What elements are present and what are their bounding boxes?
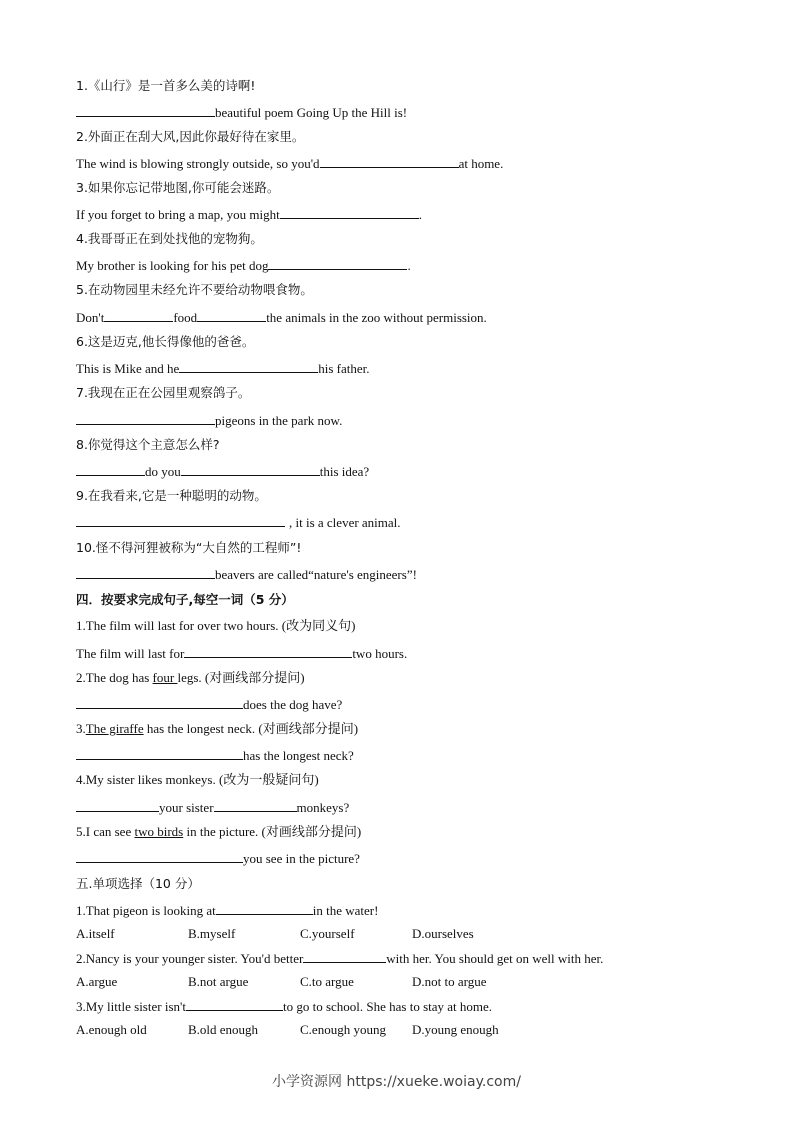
q3-9-english xyxy=(76,514,401,531)
q3-7-text: pigeons in the park now. xyxy=(215,413,343,428)
answer-blank[interactable] xyxy=(186,998,283,1011)
q4-3-text-before: 3. xyxy=(76,721,86,736)
q3-4-english xyxy=(76,257,411,274)
q3-5-english xyxy=(76,309,487,326)
q5-2-text-before: 2.Nancy is your younger sister. You'd better xyxy=(76,951,304,966)
q3-2-text-after: at home. xyxy=(458,156,504,171)
answer-blank[interactable] xyxy=(76,514,285,527)
answer-blank[interactable] xyxy=(181,463,320,476)
q3-6-text-before: This is Mike and he xyxy=(76,361,180,376)
answer-blank[interactable] xyxy=(76,747,243,760)
q4-5-underlined: two birds xyxy=(134,824,184,839)
q3-6-text-after: his father. xyxy=(318,361,370,376)
q3-5-text-before: Don't xyxy=(76,310,105,325)
q5-1-option-b[interactable]: B.myself xyxy=(188,926,236,941)
q3-4-chinese: 4.我哥哥正在到处找他的宠物狗。 xyxy=(76,231,263,246)
q3-1-chinese: 1.《山行》是一首多么美的诗啊! xyxy=(76,78,256,93)
q5-2-option-b[interactable]: B.not argue xyxy=(188,974,249,989)
answer-blank[interactable] xyxy=(76,696,243,709)
q5-1-option-a[interactable]: A.itself xyxy=(76,926,115,941)
q4-4-answer-mid: your sister xyxy=(159,800,214,815)
q3-9-text: , it is a clever animal. xyxy=(289,515,401,530)
q5-2-option-c[interactable]: C.to argue xyxy=(300,974,354,989)
section4-heading: 四．按要求完成句子,每空一词（5 分） xyxy=(76,592,294,607)
q3-8-chinese: 8.你觉得这个主意怎么样? xyxy=(76,437,220,452)
q4-2-text-before: 2.The dog has xyxy=(76,670,153,685)
answer-blank[interactable] xyxy=(76,566,215,579)
q3-7-english xyxy=(76,412,342,429)
q4-2-question xyxy=(76,670,305,686)
q5-1-text-after: in the water! xyxy=(312,903,379,918)
answer-blank[interactable] xyxy=(76,850,243,863)
answer-blank[interactable] xyxy=(214,799,297,812)
answer-blank[interactable] xyxy=(197,309,266,322)
answer-blank[interactable] xyxy=(76,412,215,425)
q5-3-option-a[interactable]: A.enough old xyxy=(76,1022,147,1037)
q4-2-text-after: legs. (对画线部分提问) xyxy=(177,670,305,685)
answer-blank[interactable] xyxy=(303,950,386,963)
footer-watermark: 小学资源网 https://xueke.woiay.com/ xyxy=(272,1074,521,1090)
answer-blank[interactable] xyxy=(76,463,145,476)
q5-3-text-before: 3.My little sister isn't xyxy=(76,999,186,1014)
section5-heading: 五.单项选择（10 分） xyxy=(76,876,200,891)
q3-8-text-mid: do you xyxy=(145,464,181,479)
q3-10-chinese: 10.怪不得河狸被称为“大自然的工程师”! xyxy=(76,540,302,555)
q4-4-question xyxy=(76,772,319,788)
q5-1-question xyxy=(76,902,378,919)
q3-4-text-after: . xyxy=(407,258,411,273)
answer-blank[interactable] xyxy=(76,104,215,117)
answer-blank[interactable] xyxy=(320,155,459,168)
q3-1-text: beautiful poem Going Up the Hill is! xyxy=(215,105,408,120)
answer-blank[interactable] xyxy=(179,360,318,373)
q5-1-option-c[interactable]: C.yourself xyxy=(300,926,355,941)
q4-4-text: 4.My sister likes monkeys. (改为一般疑问句) xyxy=(76,772,319,787)
answer-blank[interactable] xyxy=(280,206,419,219)
q3-6-english xyxy=(76,360,370,377)
q5-3-question xyxy=(76,998,492,1015)
q4-3-answer xyxy=(76,747,354,764)
q4-1-text: 1.The film will last for over two hours. (改为同义句) xyxy=(76,618,356,633)
answer-blank[interactable] xyxy=(104,309,173,322)
q4-3-question xyxy=(76,721,358,737)
q4-1-answer-before: The film will last for xyxy=(76,646,185,661)
q4-1-answer xyxy=(76,645,407,662)
q4-3-answer-after: has the longest neck? xyxy=(243,748,354,763)
q3-3-chinese: 3.如果你忘记带地图,你可能会迷路。 xyxy=(76,180,280,195)
q4-2-answer-after: does the dog have? xyxy=(243,697,343,712)
answer-blank[interactable] xyxy=(184,645,352,658)
q3-2-chinese: 2.外面正在刮大风,因此你最好待在家里。 xyxy=(76,129,305,144)
q3-8-english xyxy=(76,463,369,480)
q5-2-option-d[interactable]: D.not to argue xyxy=(412,974,487,989)
q3-7-chinese: 7.我现在正在公园里观察鸽子。 xyxy=(76,385,251,400)
q4-1-answer-after: two hours. xyxy=(352,646,408,661)
q4-5-answer-after: you see in the picture? xyxy=(243,851,360,866)
answer-blank[interactable] xyxy=(76,799,159,812)
q3-5-text-after: the animals in the zoo without permission. xyxy=(266,310,487,325)
answer-blank[interactable] xyxy=(268,257,407,270)
q4-5-text-after: in the picture. (对画线部分提问) xyxy=(183,824,362,839)
q3-5-chinese: 5.在动物园里未经允许不要给动物喂食物。 xyxy=(76,282,313,297)
q5-1-text-before: 1.That pigeon is looking at xyxy=(76,903,216,918)
q4-1-question xyxy=(76,618,355,634)
q4-3-text-after: has the longest neck. (对画线部分提问) xyxy=(143,721,359,736)
q3-10-text: beavers are called“nature's engineers”! xyxy=(215,567,417,582)
q5-3-option-d[interactable]: D.young enough xyxy=(412,1022,499,1037)
q4-2-answer xyxy=(76,696,342,713)
q4-2-underlined: four xyxy=(152,670,178,685)
q5-2-question xyxy=(76,950,603,967)
q5-1-option-d[interactable]: D.ourselves xyxy=(412,926,474,941)
q4-5-answer xyxy=(76,850,360,867)
q3-8-text-after: this idea? xyxy=(319,464,370,479)
q4-4-answer xyxy=(76,799,349,816)
q4-5-text-before: 5.I can see xyxy=(76,824,135,839)
q5-3-option-b[interactable]: B.old enough xyxy=(188,1022,259,1037)
q5-2-option-a[interactable]: A.argue xyxy=(76,974,118,989)
q3-2-english xyxy=(76,155,503,172)
answer-blank[interactable] xyxy=(216,902,313,915)
q3-3-text-after: . xyxy=(418,207,423,222)
q3-5-text-mid: food xyxy=(173,310,198,325)
q3-6-chinese: 6.这是迈克,他长得像他的爸爸。 xyxy=(76,334,255,349)
q4-4-answer-after: monkeys? xyxy=(296,800,350,815)
q3-2-text-before: The wind is blowing strongly outside, so you'd xyxy=(76,156,320,171)
q3-3-text-before: If you forget to bring a map, you might xyxy=(76,207,280,222)
q4-5-question xyxy=(76,824,361,840)
q3-1-english xyxy=(76,104,407,121)
q5-3-text-after: to go to school. She has to stay at home. xyxy=(282,999,493,1014)
q5-3-option-c[interactable]: C.enough young xyxy=(300,1022,386,1037)
q5-2-text-after: with her. You should get on well with her. xyxy=(386,951,604,966)
q4-3-underlined: The giraffe xyxy=(85,721,144,736)
q3-10-english xyxy=(76,566,417,583)
q3-3-english xyxy=(76,206,422,223)
q3-4-text-before: My brother is looking for his pet dog xyxy=(76,258,269,273)
q3-9-chinese: 9.在我看来,它是一种聪明的动物。 xyxy=(76,488,267,503)
